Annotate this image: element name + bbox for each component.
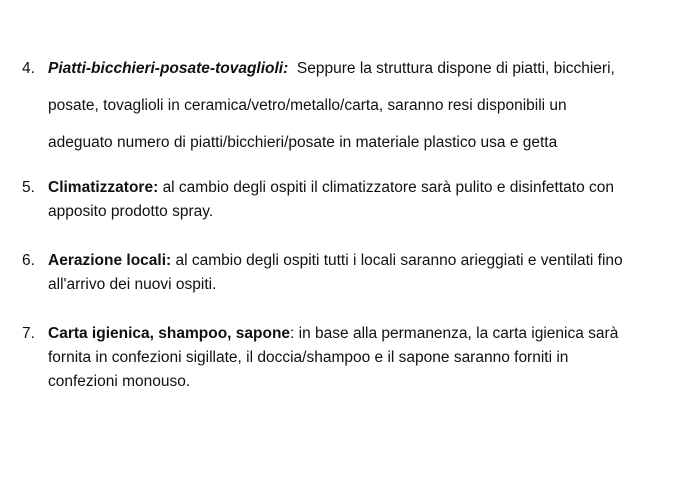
item-term: Climatizzatore: <box>48 179 159 196</box>
item-term: Carta igienica, shampoo, sapone <box>48 325 291 342</box>
item-term: Aerazione locali: <box>48 252 172 269</box>
list-number: 5. <box>22 179 35 196</box>
list-line: all'arrivo dei nuovi ospiti. <box>48 276 217 293</box>
list-line <box>48 249 688 273</box>
list-item-5 <box>22 176 688 224</box>
item-text: Seppure la struttura dispone di piatti, bicchieri, <box>296 60 615 77</box>
list-item-body <box>48 322 688 394</box>
item-text: al cambio degli ospiti tutti i locali saranno arieggiati e ventilati fino <box>175 252 623 269</box>
list-item-7 <box>22 322 688 394</box>
list-number: 7. <box>22 325 35 342</box>
list-line <box>48 322 688 346</box>
list-item-body <box>48 50 688 161</box>
list-item-4 <box>22 50 688 161</box>
item-term: Piatti-bicchieri-posate-tovaglioli: <box>48 60 289 77</box>
item-text: al cambio degli ospiti il climatizzatore sarà pulito e disinfettato con <box>162 179 615 196</box>
list-item-body <box>48 176 688 224</box>
list-line: posate, tovaglioli in ceramica/vetro/metallo/carta, saranno resi disponibili un <box>48 97 567 114</box>
list-line <box>48 50 688 87</box>
list-item-6 <box>22 249 688 297</box>
list-item-body <box>48 249 688 297</box>
list-line: confezioni monouso. <box>48 373 191 390</box>
item-text: : in base alla permanenza, la carta igienica sarà <box>290 325 619 342</box>
list-number: 6. <box>22 252 35 269</box>
list-line: fornita in confezioni sigillate, il doccia/shampoo e il sapone saranno forniti in <box>48 349 569 366</box>
list-number: 4. <box>22 60 35 77</box>
list-line <box>48 176 688 200</box>
list-line: adeguato numero di piatti/bicchieri/posate in materiale plastico usa e getta <box>48 134 558 151</box>
list-line: apposito prodotto spray. <box>48 203 214 220</box>
